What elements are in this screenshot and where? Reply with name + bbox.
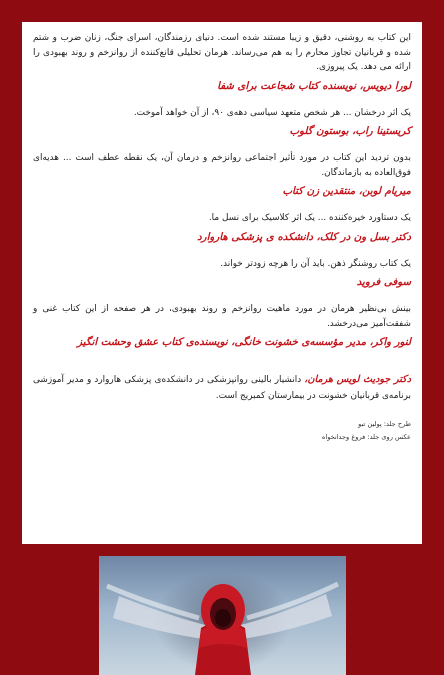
review-author: دکتر بسل ون در کلک، دانشکده ی پزشکی هاروارد	[197, 231, 411, 243]
author-bio-name: دکتر جودیث لویس هرمان،	[304, 374, 411, 385]
review-author: کریستینا راب، بوستون گلوب	[289, 126, 411, 137]
review-author: سوفی فروید	[356, 277, 411, 288]
review-author: لورا دیویس، نویسنده کتاب شجاعت برای شفا	[217, 80, 411, 92]
review-author: لنور واکر، مدیر مؤسسه‌ی خشونت خانگی، نویسنده‌ی کتاب عشق وحشت انگیز	[77, 337, 411, 348]
cover-design-credit: طرح جلد: پولین تبو	[358, 420, 411, 428]
review-quote: یک دستاورد خیره‌کننده ... یک اثر کلاسیک برای نسل ما.	[208, 213, 411, 223]
review-quote: یک اثر درخشان ... هر شخص متعهد سیاسی دهه‌ی ۹۰، از آن خواهد آموخت.	[133, 107, 411, 118]
author-bio-text: دانشیار بالینی روانپزشکی در دانشکده‌ی پزشکی هاروارد و مدیر آموزشی برنامه‌ی قربانیان خشونت در بیمارستان کمبریج است.	[33, 375, 411, 401]
cover-photo-credit: عکس روی جلد: فروغ وجدانخواه	[321, 433, 411, 441]
author-bio	[33, 372, 411, 404]
review-quote: بدون تردید این کتاب در مورد تأثیر اجتماعی روانزخم و درمان آن، یک نقطه عطف است ... هدیه‌ای فوق‌العاده به بازماندگان.	[33, 153, 411, 178]
cover-credits	[33, 418, 411, 444]
back-cover-text-panel	[22, 22, 422, 544]
hooded-figure-illustration	[99, 556, 346, 675]
review-quote: بینش بی‌نظیر هرمان در مورد ماهیت روانزخم و روند بهبودی، در هر صفحه از این کتاب غنی و شفقت‌آمیز می‌درخشد.	[33, 304, 411, 329]
review-author: میریام لوبن، منتقدین زن کتاب	[282, 186, 411, 197]
cover-photo	[99, 556, 346, 675]
review-quote: این کتاب به روشنی، دقیق و زیبا مستند شده است. دنیای رزمندگان، اسرای جنگ، زنان ضرب و شتم شده و قربانیان تجاوز محارم را به هم می‌رساند. هرمان تحلیلی قانع‌کننده از روانزخم و روند بهبودی را ارائه می دهد. یک پیروزی.	[33, 33, 411, 72]
review-quote: یک کتاب روشنگر ذهن. باید آن را هرچه زودتر خواند.	[220, 258, 411, 269]
